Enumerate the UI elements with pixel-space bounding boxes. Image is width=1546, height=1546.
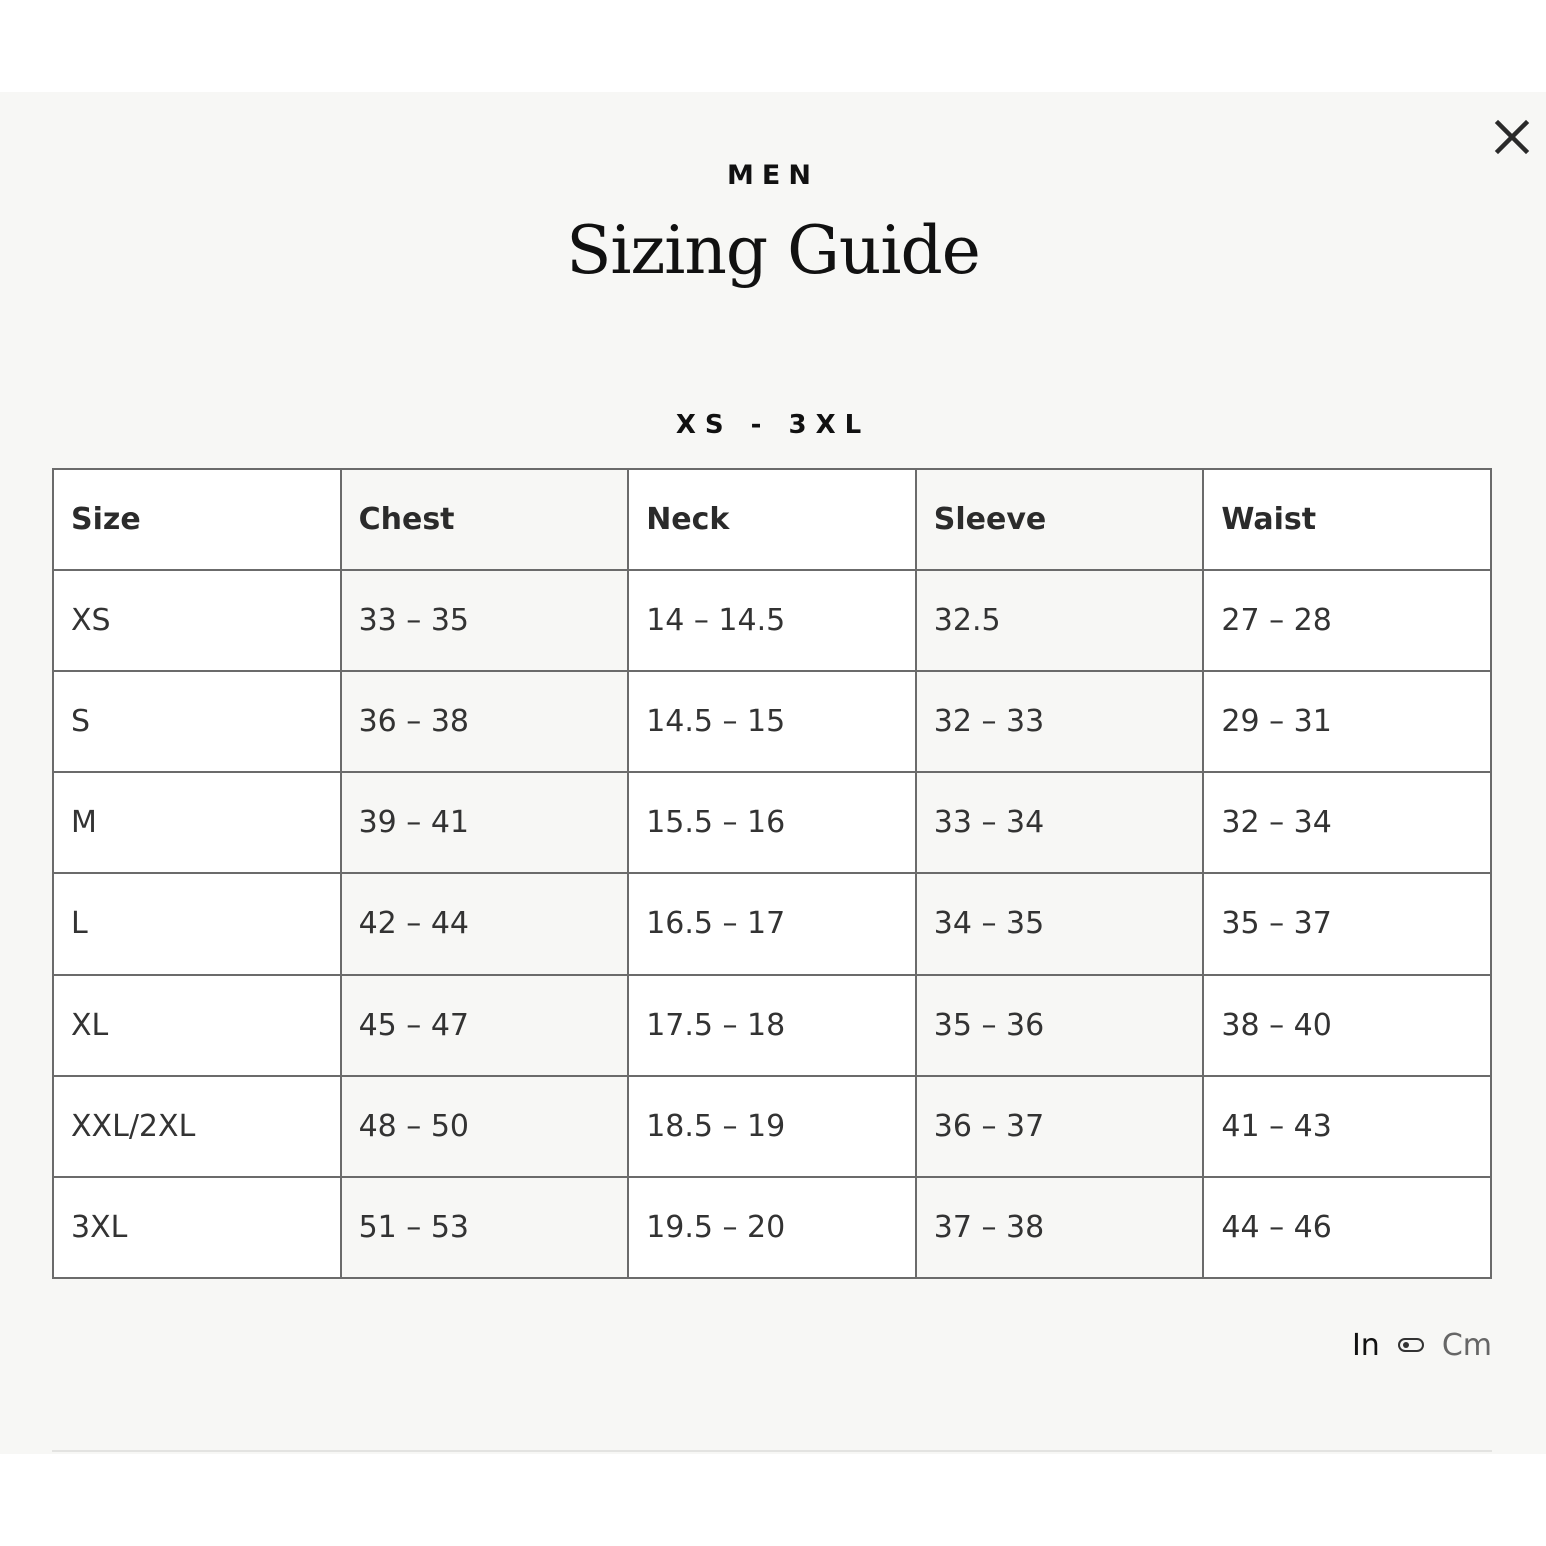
divider [52,1450,1492,1452]
cell-size: L [53,873,341,974]
cell-chest: 39 – 41 [341,772,629,873]
size-chart-table [52,468,1492,1279]
cell-waist: 35 – 37 [1203,873,1491,974]
cell-size: XXL/2XL [53,1076,341,1177]
unit-cm-label[interactable]: Cm [1441,1327,1492,1363]
cell-size: XL [53,975,341,1076]
cell-chest: 33 – 35 [341,570,629,671]
category-eyebrow: MEN [727,160,819,191]
cell-sleeve: 36 – 37 [916,1076,1204,1177]
cell-size: S [53,671,341,772]
cell-neck: 19.5 – 20 [628,1177,916,1278]
table-row [53,671,1491,772]
toggle-knob-icon [1403,1342,1409,1348]
cell-neck: 14.5 – 15 [628,671,916,772]
cell-neck: 15.5 – 16 [628,772,916,873]
cell-sleeve: 32.5 [916,570,1204,671]
unit-toggle[interactable] [1398,1338,1424,1352]
cell-chest: 51 – 53 [341,1177,629,1278]
table-row [53,975,1491,1076]
cell-size: XS [53,570,341,671]
unit-inches-label[interactable]: In [1351,1327,1380,1363]
cell-chest: 48 – 50 [341,1076,629,1177]
cell-waist: 38 – 40 [1203,975,1491,1076]
column-header-sleeve: Sleeve [916,469,1204,570]
cell-size: M [53,772,341,873]
cell-neck: 18.5 – 19 [628,1076,916,1177]
page-title: Sizing Guide [566,212,980,289]
cell-chest: 45 – 47 [341,975,629,1076]
cell-sleeve: 37 – 38 [916,1177,1204,1278]
cell-size: 3XL [53,1177,341,1278]
table-row [53,873,1491,974]
cell-waist: 41 – 43 [1203,1076,1491,1177]
unit-switch [1352,1325,1492,1365]
cell-chest: 42 – 44 [341,873,629,974]
size-range-label: XS - 3XL [675,410,871,440]
cell-waist: 32 – 34 [1203,772,1491,873]
cell-sleeve: 35 – 36 [916,975,1204,1076]
close-icon [1493,118,1531,156]
cell-neck: 17.5 – 18 [628,975,916,1076]
cell-sleeve: 32 – 33 [916,671,1204,772]
cell-waist: 44 – 46 [1203,1177,1491,1278]
table-row [53,772,1491,873]
table-row [53,1076,1491,1177]
table-row [53,1177,1491,1278]
table-header-row [53,469,1491,570]
column-header-waist: Waist [1203,469,1491,570]
column-header-neck: Neck [628,469,916,570]
cell-sleeve: 34 – 35 [916,873,1204,974]
cell-sleeve: 33 – 34 [916,772,1204,873]
cell-waist: 29 – 31 [1203,671,1491,772]
cell-neck: 16.5 – 17 [628,873,916,974]
column-header-size: Size [53,469,341,570]
column-header-chest: Chest [341,469,629,570]
cell-neck: 14 – 14.5 [628,570,916,671]
close-button[interactable] [1493,118,1531,156]
table-row [53,570,1491,671]
cell-waist: 27 – 28 [1203,570,1491,671]
cell-chest: 36 – 38 [341,671,629,772]
